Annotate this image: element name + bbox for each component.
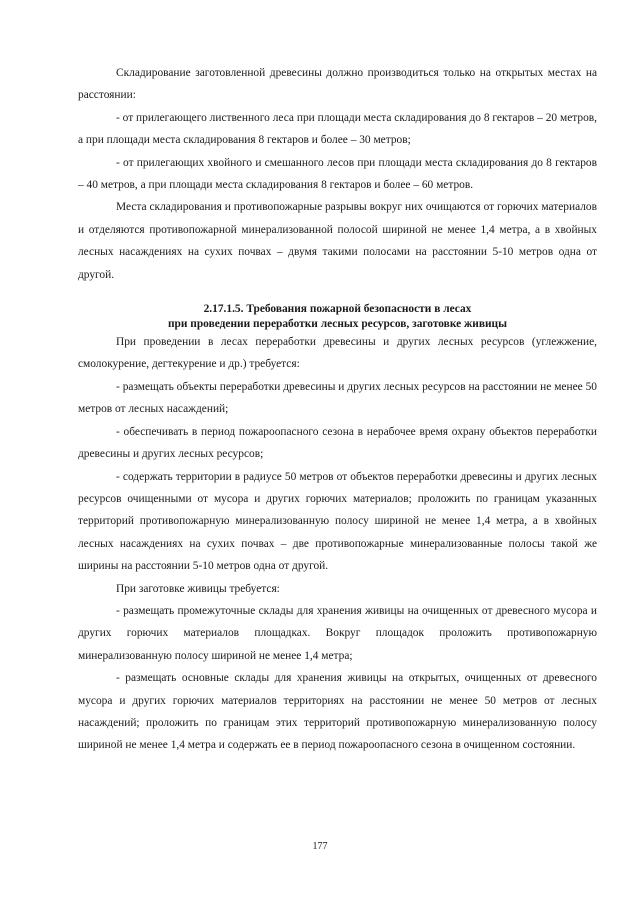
paragraph: При проведении в лесах переработки древесины и других лесных ресурсов (углежжение, смолокурение, дегтекурение и др.) требуется: xyxy=(78,336,597,371)
section-heading-line-1: 2.17.1.5. Требования пожарной безопасности в лесах xyxy=(203,303,472,316)
paragraph: - размещать основные склады для хранения живицы на открытых, очищенных от древесного мусора и других горючих материалов территориях на расстоянии не менее 50 метров от лесных насаждений; проложить по границам этих территорий противопожарную минерализованную полосу шириной не менее 1,4 метра и содержать ее в период пожароопасного сезона в очищенном состоянии. xyxy=(78,672,597,752)
page-number: 177 xyxy=(312,841,328,852)
paragraph: - обеспечивать в период пожароопасного сезона в нерабочее время охрану объектов переработки древесины и других лесных ресурсов; xyxy=(78,425,597,461)
page-body xyxy=(78,62,597,757)
paragraph: Складирование заготовленной древесины должно производиться только на открытых местах на расстоянии: xyxy=(78,67,597,102)
paragraph: - от прилегающих хвойного и смешанного лесов при площади места складирования до 8 гектаров – 40 метров, а при площади места складирования 8 гектаров и более – 60 метров. xyxy=(78,156,597,192)
paragraph: - содержать территории в радиусе 50 метров от объектов переработки древесины и других лесных ресурсов очищенными от мусора и других горючих материалов; проложить по границам указанных территорий противопожарную минерализованную полосу шириной не менее 1,4 метра, а в хвойных лесных насаждениях на сухих почвах – две противопожарные минерализованные полосы такой же ширины на расстоянии 5-10 метров одна от другой. xyxy=(78,470,597,573)
paragraph: При заготовке живицы требуется: xyxy=(116,582,280,595)
paragraph: - размещать объекты переработки древесины и других лесных ресурсов на расстоянии не менее 50 метров от лесных насаждений; xyxy=(78,380,597,416)
paragraph: Места складирования и противопожарные разрывы вокруг них очищаются от горючих материалов и отделяются противопожарной минерализованной полосой шириной не менее 1,4 метра, а в хвойных лесных насаждениях на сухих почвах – двумя такими полосами на расстоянии 5-10 метров одна от другой. xyxy=(78,201,597,281)
section-heading-line-2: при проведении переработки лесных ресурсов, заготовке живицы xyxy=(167,317,508,330)
section-gap xyxy=(78,286,597,302)
paragraph: - размещать промежуточные склады для хранения живицы на очищенных от древесного мусора и других горючих материалов площадках. Вокруг площадок проложить противопожарную минерализованную полосу шириной не менее 1,4 метра; xyxy=(78,604,597,662)
paragraph: - от прилегающего лиственного леса при площади места складирования до 8 гектаров – 20 метров, а при площади места складирования 8 гектаров и более – 30 метров; xyxy=(78,111,597,147)
